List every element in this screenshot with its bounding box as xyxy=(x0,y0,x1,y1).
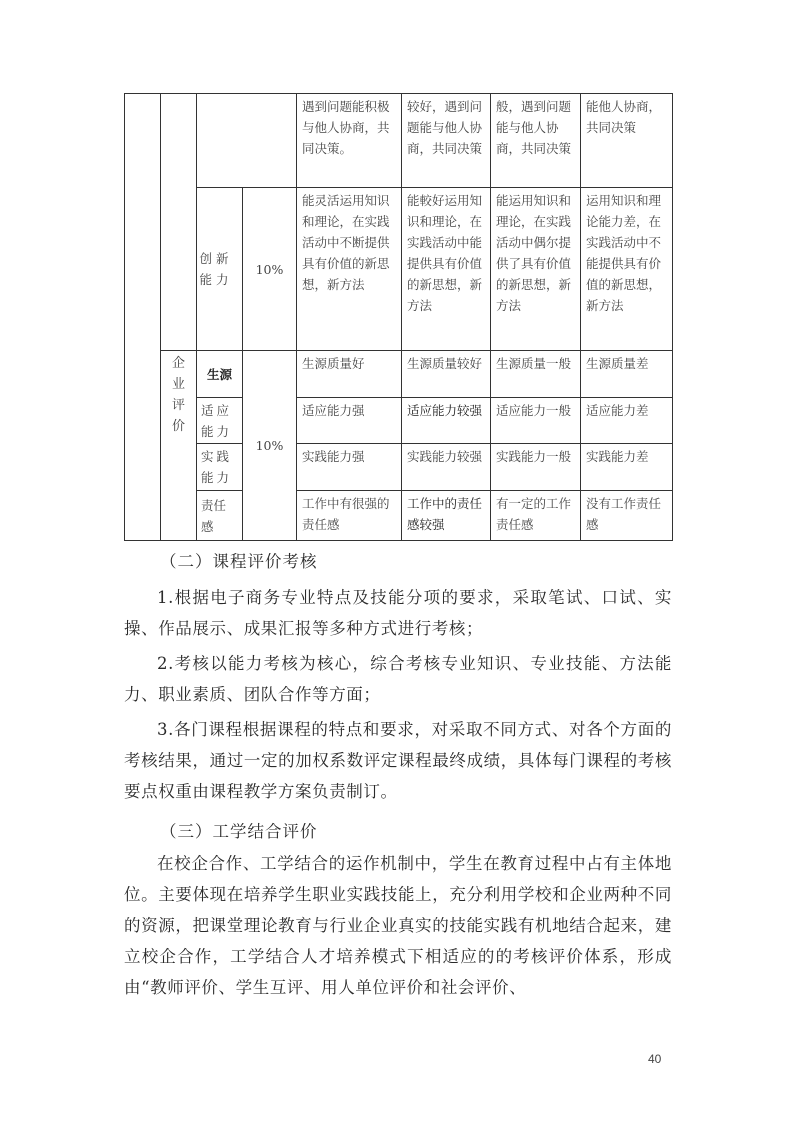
outer-blank-column xyxy=(125,94,161,541)
table-cell: 实践能力差 xyxy=(581,444,673,491)
enterprise-group-label: 企业评价 xyxy=(171,356,185,434)
table-cell: 能灵活运用知识和理论，在实践活动中不断提供具有价值的新思想，新方法 xyxy=(297,188,402,351)
category-cell: 生源 xyxy=(197,351,243,398)
table-cell: 生源质量差 xyxy=(581,351,673,398)
table-cell: 能他人协商，共同决策 xyxy=(581,94,673,188)
section-heading: （二）课程评价考核 xyxy=(160,552,318,571)
table-cell: 能运用知识和理论，在实践活动中偶尔提供了具有价值的新思想，新方法 xyxy=(491,188,581,351)
table-row xyxy=(125,94,673,188)
weight-cell: 10% xyxy=(243,351,297,541)
table-cell: 生源质量一般 xyxy=(491,351,581,398)
table-cell: 实践能力强 xyxy=(297,444,402,491)
table-cell: 般，遇到问题能与他人协商，共同决策 xyxy=(491,94,581,188)
table-row xyxy=(125,398,673,444)
page-number: 40 xyxy=(648,1052,662,1066)
table-cell: 运用知识和理论能力差，在实践活动中不能提供具有价值的新思想，新方法 xyxy=(581,188,673,351)
table-row xyxy=(125,444,673,491)
inner-blank-column xyxy=(161,94,197,351)
table-cell: 生源质量较好 xyxy=(402,351,491,398)
table-cell: 实践能力较强 xyxy=(402,444,491,491)
table-cell: 遇到问题能积极与他人协商，共同决策。 xyxy=(297,94,402,188)
table-row xyxy=(125,188,673,351)
table-cell: 较好，遇到问题能与他人协商，共同决策 xyxy=(402,94,491,188)
enterprise-group-cell xyxy=(161,351,197,541)
category-label: 创新能力 xyxy=(199,251,233,287)
paragraph: 2.考核以能力考核为核心，综合考核专业知识、专业技能、方法能力、职业素质、团队合作等方面； xyxy=(124,654,672,704)
category-cell xyxy=(197,188,243,351)
table-cell: 工作中的责任感较强 xyxy=(402,491,491,541)
table-cell: 没有工作责任感 xyxy=(581,491,673,541)
weight-cell: 10% xyxy=(243,188,297,351)
table-cell: 适应能力强 xyxy=(297,398,402,444)
table-cell: 能較好运用知识和理论，在实践活动中能提供具有价值的新思想，新方法 xyxy=(402,188,491,351)
table-cell xyxy=(197,94,297,188)
paragraph: 1.根据电子商务专业特点及技能分项的要求，采取笔试、口试、实操、作品展示、成果汇报等多种方式进行考核； xyxy=(124,588,672,638)
table-cell: 有一定的工作责任感 xyxy=(491,491,581,541)
section-heading: （三）工学结合评价 xyxy=(160,822,318,841)
table-row xyxy=(125,491,673,541)
table-cell: 实践能力一般 xyxy=(491,444,581,491)
category-cell: 责任感 xyxy=(197,491,243,541)
category-cell: 适应能力 xyxy=(197,398,243,444)
evaluation-table xyxy=(124,93,673,541)
category-cell: 实践能力 xyxy=(197,444,243,491)
paragraph: 3.各门课程根据课程的特点和要求，对采取不同方式、对各个方面的考核结果，通过一定的加权系数评定课程最终成绩，具体每门课程的考核要点权重由课程教学方案负责制订。 xyxy=(124,720,672,801)
table-cell: 适应能力差 xyxy=(581,398,673,444)
paragraph: 在校企合作、工学结合的运作机制中，学生在教育过程中占有主体地位。主要体现在培养学生职业实践技能上，充分利用学校和企业两种不同的资源，把课堂理论教育与行业企业真实的技能实践有机地结合起来，建立校企合作，工学结合人才培养模式下相适应的的考核评价体系，形成由“教师评价、学生互评、用人单位评价和社会评价、 xyxy=(124,854,672,997)
table-cell: 适应能力较强 xyxy=(402,398,491,444)
table-cell: 工作中有很强的责任感 xyxy=(297,491,402,541)
table-cell: 适应能力一般 xyxy=(491,398,581,444)
table-cell: 生源质量好 xyxy=(297,351,402,398)
table-row xyxy=(125,351,673,398)
